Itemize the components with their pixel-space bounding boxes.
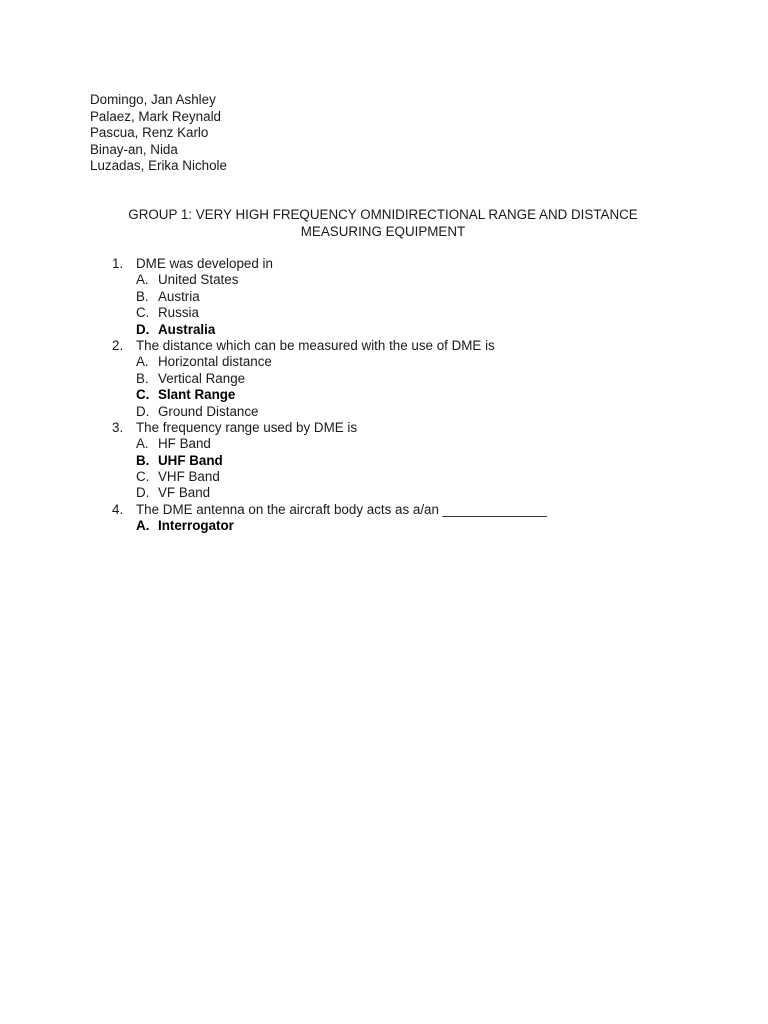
- answer-option: [90, 354, 690, 370]
- correct-answer-option: [90, 387, 690, 403]
- option-text: Slant Range: [158, 387, 236, 403]
- answer-option: [90, 404, 690, 420]
- question-number: 2.: [112, 337, 124, 353]
- correct-answer-option: [90, 518, 690, 534]
- correct-answer-option: [90, 453, 690, 469]
- answer-option: [90, 436, 690, 452]
- option-letter: A.: [136, 354, 149, 370]
- question-number: 1.: [112, 256, 124, 271]
- option-text: United States: [158, 272, 239, 288]
- option-letter: A.: [136, 436, 149, 452]
- answer-option: [90, 469, 690, 485]
- author-name: Luzadas, Erika Nichole: [90, 158, 227, 174]
- question-number: 4.: [112, 501, 124, 517]
- correct-answer-option: [90, 322, 690, 338]
- title-line-2: MEASURING EQUIPMENT: [300, 223, 466, 239]
- option-letter: A.: [136, 518, 150, 534]
- question-text: The distance which can be measured with the use of DME is: [136, 337, 495, 353]
- author-name: Binay-an, Nida: [90, 141, 178, 157]
- question-item: [90, 256, 690, 272]
- author-name: Palaez, Mark Reynald: [90, 108, 221, 124]
- option-text: Horizontal distance: [158, 354, 272, 370]
- option-letter: C.: [136, 305, 150, 321]
- option-letter: C.: [136, 469, 150, 485]
- author-list: [90, 92, 227, 175]
- option-text: Interrogator: [158, 518, 234, 534]
- option-text: VHF Band: [158, 469, 220, 485]
- option-text: Vertical Range: [158, 370, 246, 386]
- option-letter: D.: [136, 403, 150, 419]
- answer-option: [90, 272, 690, 288]
- answer-option: [90, 485, 690, 501]
- answer-option: [90, 289, 690, 305]
- question-list: [90, 256, 690, 535]
- question-number: 3.: [112, 419, 124, 435]
- author-name: Pascua, Renz Karlo: [90, 125, 209, 141]
- option-letter: B.: [136, 452, 150, 468]
- question-text: The DME antenna on the aircraft body acts as a/an ______________: [136, 501, 547, 517]
- question-item: [90, 502, 690, 518]
- option-letter: B.: [136, 370, 149, 386]
- question-item: [90, 420, 690, 436]
- document-title: [90, 207, 676, 240]
- answer-option: [90, 305, 690, 321]
- answer-option: [90, 371, 690, 387]
- option-letter: B.: [136, 288, 149, 304]
- question-item: [90, 338, 690, 354]
- option-letter: D.: [136, 485, 150, 501]
- option-letter: A.: [136, 272, 149, 288]
- option-text: Australia: [158, 321, 216, 337]
- option-text: Austria: [158, 288, 200, 304]
- author-name: Domingo, Jan Ashley: [90, 92, 216, 107]
- option-text: Russia: [158, 305, 199, 321]
- option-text: UHF Band: [158, 452, 223, 468]
- option-text: HF Band: [158, 436, 211, 452]
- question-text: DME was developed in: [136, 256, 273, 271]
- question-text: The frequency range used by DME is: [136, 419, 358, 435]
- option-text: Ground Distance: [158, 403, 259, 419]
- option-text: VF Band: [158, 485, 211, 501]
- option-letter: C.: [136, 387, 150, 403]
- option-letter: D.: [136, 321, 150, 337]
- title-line-1: GROUP 1: VERY HIGH FREQUENCY OMNIDIRECTIONAL RANGE AND DISTANCE: [128, 207, 638, 222]
